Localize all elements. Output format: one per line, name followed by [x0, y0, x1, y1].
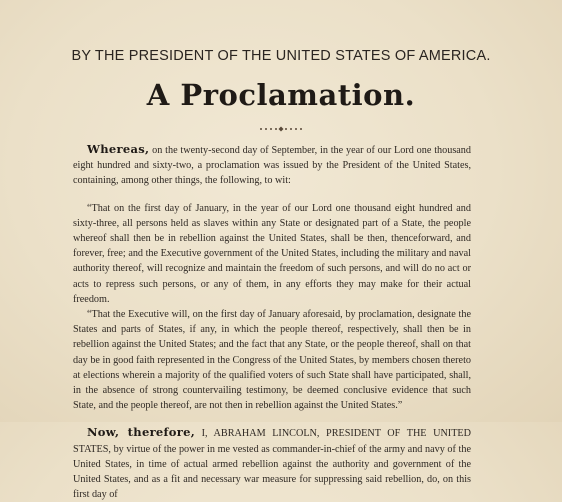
paragraph-text: on the twenty-second day of September, in the year of our Lord one thousand eight hundred and sixty-two, a proclamation was issued by the President of the United States, containing, among other things, the following, to wit:	[73, 145, 471, 187]
paragraph-whereas	[73, 142, 471, 189]
paragraph-lead-whereas: Whereas,	[87, 142, 150, 156]
document-header: BY THE PRESIDENT OF THE UNITED STATES OF AMERICA.	[71, 48, 491, 64]
document-body	[73, 142, 471, 502]
paragraph-text: I, ABRAHAM LINCOLN, PRESIDENT OF THE UNITED STATES, by virtue of the power in me vested as commander-in-chief of the army and navy of the United States, in time of actual armed rebellion against the authority and government of the United States, and as a fit and necessary war measure for suppressing said rebellion, do, on this first day of	[73, 428, 471, 501]
paragraph-quote-first: “That on the first day of January, in the year of our Lord one thousand eight hundred and sixty-three, all persons held as slaves within any State or designated part of a State, the people whereof shall then be in rebellion against the United States, shall be then, thenceforward, and forever, free; and the Executive government of the United States, including the military and naval authority thereof, will recognize and maintain the freedom of such persons, and will do no act or acts to repress such persons, or any of them, in any efforts they may make for their actual freedom.	[73, 202, 471, 305]
paragraph-now-therefore	[73, 425, 471, 502]
document-title: A Proclamation.	[146, 78, 416, 112]
paragraph-lead-now-therefore: Now, therefore,	[87, 425, 196, 440]
paragraph-quote-second: “That the Executive will, on the first day of January aforesaid, by proclamation, designate the States and parts of States, if any, in which the people thereof, respectively, shall then be in rebellion against the United States; and the fact that any State, or the people thereof, shall on that day be in good faith represented in the Congress of the United States, by members chosen thereto at elections wherein a majority of the qualified voters of such State shall have participated, shall, in the absence of strong countervailing testimony, be deemed conclusive evidence that such State, and the people thereof, are not then in rebellion against the United States.”	[73, 309, 471, 412]
ornament-divider	[258, 126, 304, 132]
